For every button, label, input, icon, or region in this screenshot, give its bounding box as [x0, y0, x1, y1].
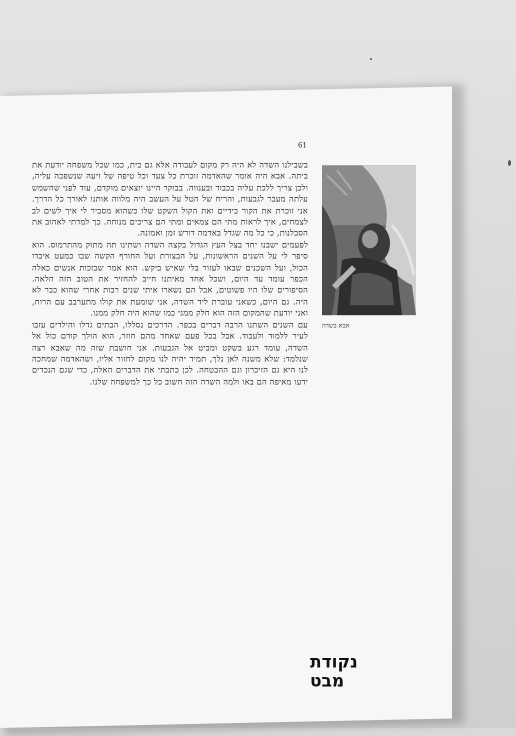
heading-line: נקודת — [310, 652, 358, 673]
paragraph: בשבילנו השדה לא היה רק מקום לעבודה אלא גם בית, כמו שכל משפחה יודעת את ביתה. אבא היה אומר שהאדמה זוכרת כל צעד וכל טיפה של זיעה שנשפכה עליה, ולכן צריך ללכת עליה בכבוד ובענווה. בבוקר היינו יוצאים מוקדם, עוד לפני שהשמש עלתה מעבר לגבעות, והריח של הטל על העשב היה מלווה אותנו לאורך כל הדרך. אני זוכרת את הקור בידיים ואת הקול השקט שלו כשהוא מסביר לי איך לשים לב לצמחים, איך לראות מתי הם צמאים ומתי הם צריכים מנוחה. כך למדתי לאהוב את הסבלנות, כי כל מה שגדל באדמה דורש זמן ואמונה. — [32, 159, 308, 238]
section-heading — [310, 654, 358, 692]
page-number: 61 — [298, 141, 307, 150]
scan-speck — [508, 160, 511, 166]
body-text-column — [32, 159, 308, 387]
book-page — [0, 87, 452, 728]
paragraph: לפעמים ישבנו יחד בצל העץ הגדול בקצה השדה ושתינו תה מתוק מהתרמוס. הוא סיפר לי על השנים הראשונות, על הבצורת ועל החורף הקשה שבו כמעט איבדו הכול, ועל השכנים שבאו לעזור בלי שאיש ביקש. הוא אמר שבזכות אנשים כאלה הכפר עומד עד היום, ושכל אחד מאיתנו חייב להחזיר את הטוב הזה הלאה. הסיפורים שלו היו פשוטים, אבל הם נשארו איתי שנים רבות אחרי שהוא כבר לא היה. גם היום, כשאני עוברת ליד השדה, אני שומעת את קולו מתערבב עם הרוח, ואני יודעת שהמקום הזה הוא חלק ממני כמו שהוא היה חלק ממנו. — [32, 239, 308, 318]
paragraph: עם השנים השתנו הרבה דברים בכפר. הדרכים נסללו, הבתים גדלו והילדים עזבו לעיר ללמוד ולעבוד. אבל בכל פעם שאחד מהם חוזר, הוא הולך קודם כול אל השדה, עומד רגע בשקט ומביט אל הגבעות. אני חושבת שזה מה שאבא רצה שנלמד: שלא משנה לאן נלך, תמיד יהיה לנו מקום לחזור אליו, ושהאדמה שמחכה לנו היא גם הזיכרון וגם ההבטחה. לכן כתבתי את הדברים האלה, כדי שגם הנכדים ידעו מאיפה הם באו ולמה השדה הזה חשוב כל כך למשפחה שלנו. — [32, 319, 308, 387]
photo-man-in-field — [322, 165, 416, 315]
scan-speck — [370, 58, 372, 60]
photo-caption: אבא בשדה — [322, 321, 350, 330]
heading-line: מבט — [310, 671, 345, 692]
